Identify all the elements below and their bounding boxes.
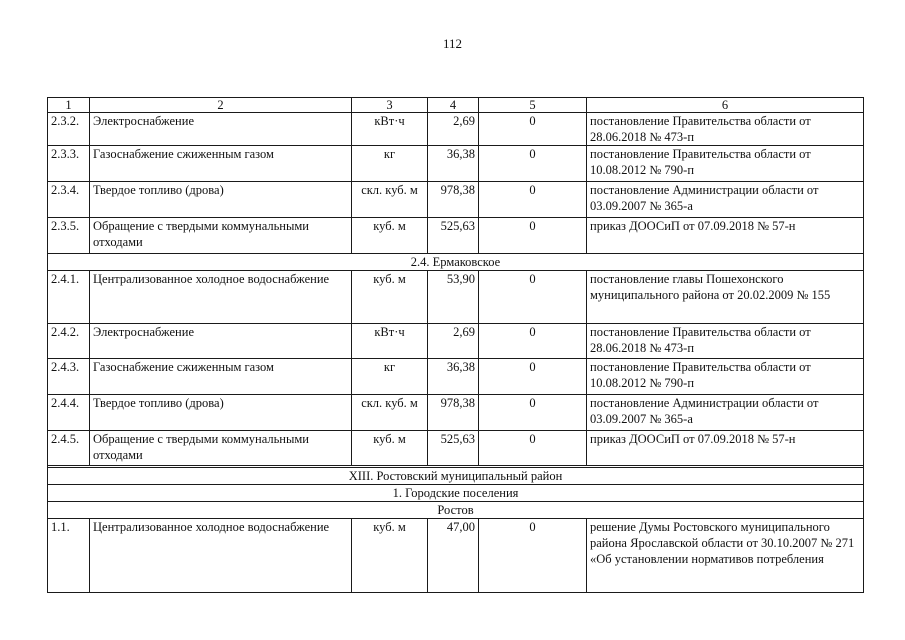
column-number: 4 (428, 98, 479, 113)
table-row (48, 271, 864, 324)
settlement-heading: Ростов (48, 502, 864, 519)
unit: куб. м (352, 218, 428, 254)
unit: кг (352, 359, 428, 395)
norm-value: 978,38 (428, 395, 479, 431)
service-name: Газоснабжение сжиженным газом (90, 146, 352, 182)
column-5-value: 0 (479, 324, 587, 359)
section-heading: 2.4. Ермаковское (48, 254, 864, 271)
service-name: Обращение с твердыми коммунальными отходами (90, 431, 352, 466)
unit: скл. куб. м (352, 182, 428, 218)
section-heading-row (48, 468, 864, 485)
service-name: Твердое топливо (дрова) (90, 395, 352, 431)
row-code: 2.3.5. (48, 218, 90, 254)
page-number: 112 (442, 36, 463, 51)
norm-value: 525,63 (428, 431, 479, 466)
legal-basis: постановление Администрации области от 03.09.2007 № 365-а (587, 395, 864, 431)
row-code: 2.3.4. (48, 182, 90, 218)
column-number: 1 (48, 98, 90, 113)
norm-value: 36,38 (428, 146, 479, 182)
legal-basis: постановление Правительства области от 10.08.2012 № 790-п (587, 146, 864, 182)
norm-value: 53,90 (428, 271, 479, 324)
norms-table (47, 97, 864, 593)
row-code: 2.3.2. (48, 113, 90, 146)
norm-value: 47,00 (428, 519, 479, 593)
column-5-value: 0 (479, 113, 587, 146)
column-number: 6 (587, 98, 864, 113)
legal-basis: постановление Правительства области от 28.06.2018 № 473-п (587, 324, 864, 359)
column-number: 3 (352, 98, 428, 113)
row-code: 2.3.3. (48, 146, 90, 182)
column-5-value: 0 (479, 271, 587, 324)
table-row (48, 146, 864, 182)
table-row (48, 324, 864, 359)
unit: куб. м (352, 519, 428, 593)
service-name: Централизованное холодное водоснабжение (90, 271, 352, 324)
service-name: Электроснабжение (90, 324, 352, 359)
service-name: Электроснабжение (90, 113, 352, 146)
norm-value: 2,69 (428, 113, 479, 146)
row-code: 1.1. (48, 519, 90, 593)
section-heading-row (48, 485, 864, 502)
row-code: 2.4.2. (48, 324, 90, 359)
legal-basis: постановление Правительства области от 10.08.2012 № 790-п (587, 359, 864, 395)
subsection-heading: 1. Городские поселения (48, 485, 864, 502)
row-code: 2.4.4. (48, 395, 90, 431)
row-code: 2.4.5. (48, 431, 90, 466)
service-name: Централизованное холодное водоснабжение (90, 519, 352, 593)
norm-value: 525,63 (428, 218, 479, 254)
table-row (48, 431, 864, 466)
service-name: Газоснабжение сжиженным газом (90, 359, 352, 395)
column-5-value: 0 (479, 431, 587, 466)
district-heading: XIII. Ростовский муниципальный район (48, 468, 864, 485)
section-heading-row (48, 254, 864, 271)
legal-basis: постановление главы Пошехонского муниципального района от 20.02.2009 № 155 (587, 271, 864, 324)
table-row (48, 113, 864, 146)
section-heading-row (48, 502, 864, 519)
column-5-value: 0 (479, 218, 587, 254)
table-row (48, 182, 864, 218)
column-5-value: 0 (479, 395, 587, 431)
table-row (48, 519, 864, 593)
service-name: Твердое топливо (дрова) (90, 182, 352, 218)
legal-basis: постановление Администрации области от 03.09.2007 № 365-а (587, 182, 864, 218)
legal-basis: приказ ДООСиП от 07.09.2018 № 57-н (587, 431, 864, 466)
norm-value: 36,38 (428, 359, 479, 395)
column-number: 5 (479, 98, 587, 113)
column-5-value: 0 (479, 519, 587, 593)
table-row (48, 218, 864, 254)
norm-value: 2,69 (428, 324, 479, 359)
unit: кВт·ч (352, 113, 428, 146)
unit: куб. м (352, 431, 428, 466)
column-5-value: 0 (479, 359, 587, 395)
unit: куб. м (352, 271, 428, 324)
unit: скл. куб. м (352, 395, 428, 431)
norm-value: 978,38 (428, 182, 479, 218)
column-number: 2 (90, 98, 352, 113)
column-number-row (48, 98, 864, 113)
table-row (48, 359, 864, 395)
row-code: 2.4.1. (48, 271, 90, 324)
legal-basis: решение Думы Ростовского муниципального района Ярославской области от 30.10.2007 № 271 «Об установлении нормативов потребления (587, 519, 864, 593)
service-name: Обращение с твердыми коммунальными отходами (90, 218, 352, 254)
column-5-value: 0 (479, 182, 587, 218)
legal-basis: приказ ДООСиП от 07.09.2018 № 57-н (587, 218, 864, 254)
table-row (48, 395, 864, 431)
row-code: 2.4.3. (48, 359, 90, 395)
unit: кг (352, 146, 428, 182)
legal-basis: постановление Правительства области от 28.06.2018 № 473-п (587, 113, 864, 146)
column-5-value: 0 (479, 146, 587, 182)
unit: кВт·ч (352, 324, 428, 359)
